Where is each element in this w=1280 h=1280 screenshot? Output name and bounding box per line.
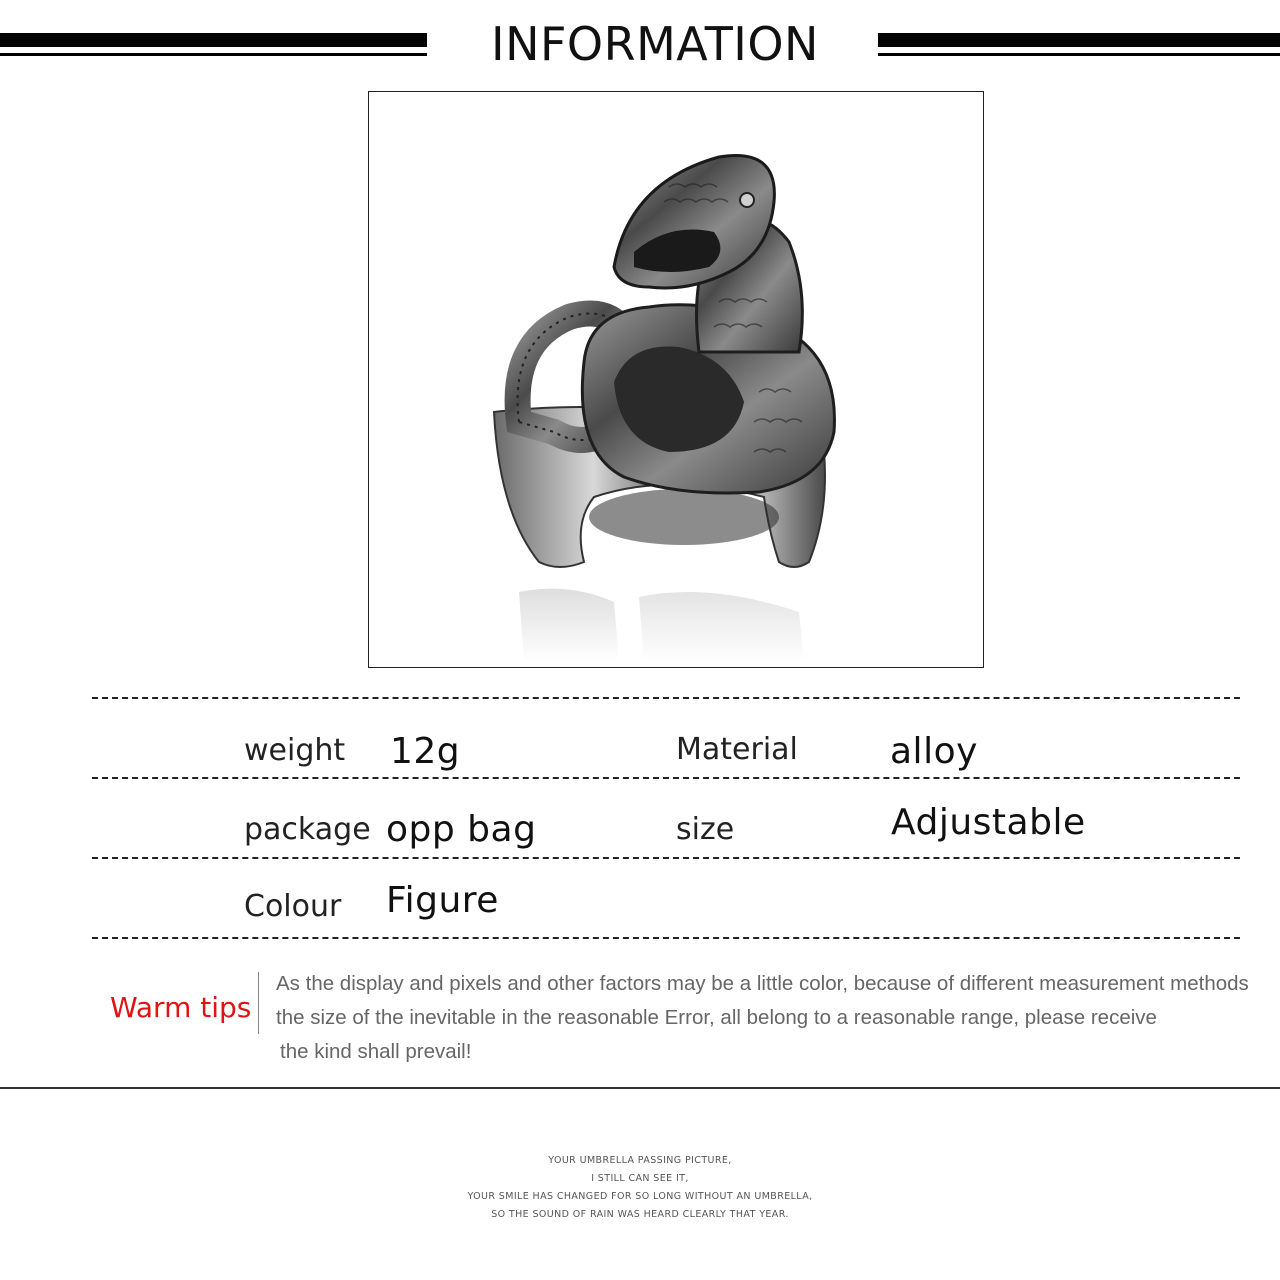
size-value: Adjustable (891, 802, 1086, 843)
section-divider (0, 1087, 1280, 1089)
material-value: alloy (890, 731, 978, 772)
header-bar-left-thick (0, 33, 427, 47)
weight-label: weight (244, 733, 346, 768)
header-bar-left-thin (0, 53, 427, 56)
footer-line-4: SO THE SOUND OF RAIN WAS HEARD CLEARLY THAT YEAR. (491, 1209, 789, 1220)
warm-tips-label: Warm tips (110, 991, 252, 1024)
footer-line-3: YOUR SMILE HAS CHANGED FOR SO LONG WITHOUT AN UMBRELLA, (467, 1191, 813, 1202)
colour-label: Colour (244, 889, 342, 924)
spec-divider-3 (92, 857, 1240, 859)
material-label: Material (676, 732, 798, 767)
warm-tips-line-2: the size of the inevitable in the reasonable Error, all belong to a reasonable range, please receive (276, 1006, 1157, 1029)
header-bar-right-thick (878, 33, 1280, 47)
header-bar-right-thin (878, 53, 1280, 56)
size-label: size (676, 812, 735, 847)
warm-tips-separator (258, 972, 259, 1034)
spec-divider-2 (92, 777, 1240, 779)
footer-line-2: I STILL CAN SEE IT, (591, 1173, 689, 1184)
footer-line-1: YOUR UMBRELLA PASSING PICTURE, (548, 1155, 732, 1166)
product-photo (368, 91, 984, 668)
warm-tips-line-1: As the display and pixels and other factors may be a little color, because of different measurement methods (276, 972, 1249, 995)
colour-value: Figure (386, 880, 499, 921)
page-title: INFORMATION (491, 17, 819, 71)
spec-divider-1 (92, 697, 1240, 699)
package-label: package (244, 812, 371, 847)
warm-tips-line-3: the kind shall prevail! (280, 1040, 472, 1063)
weight-value: 12g (390, 731, 461, 772)
spec-divider-4 (92, 937, 1240, 939)
snake-ring-image (369, 92, 984, 668)
package-value: opp bag (386, 809, 537, 850)
